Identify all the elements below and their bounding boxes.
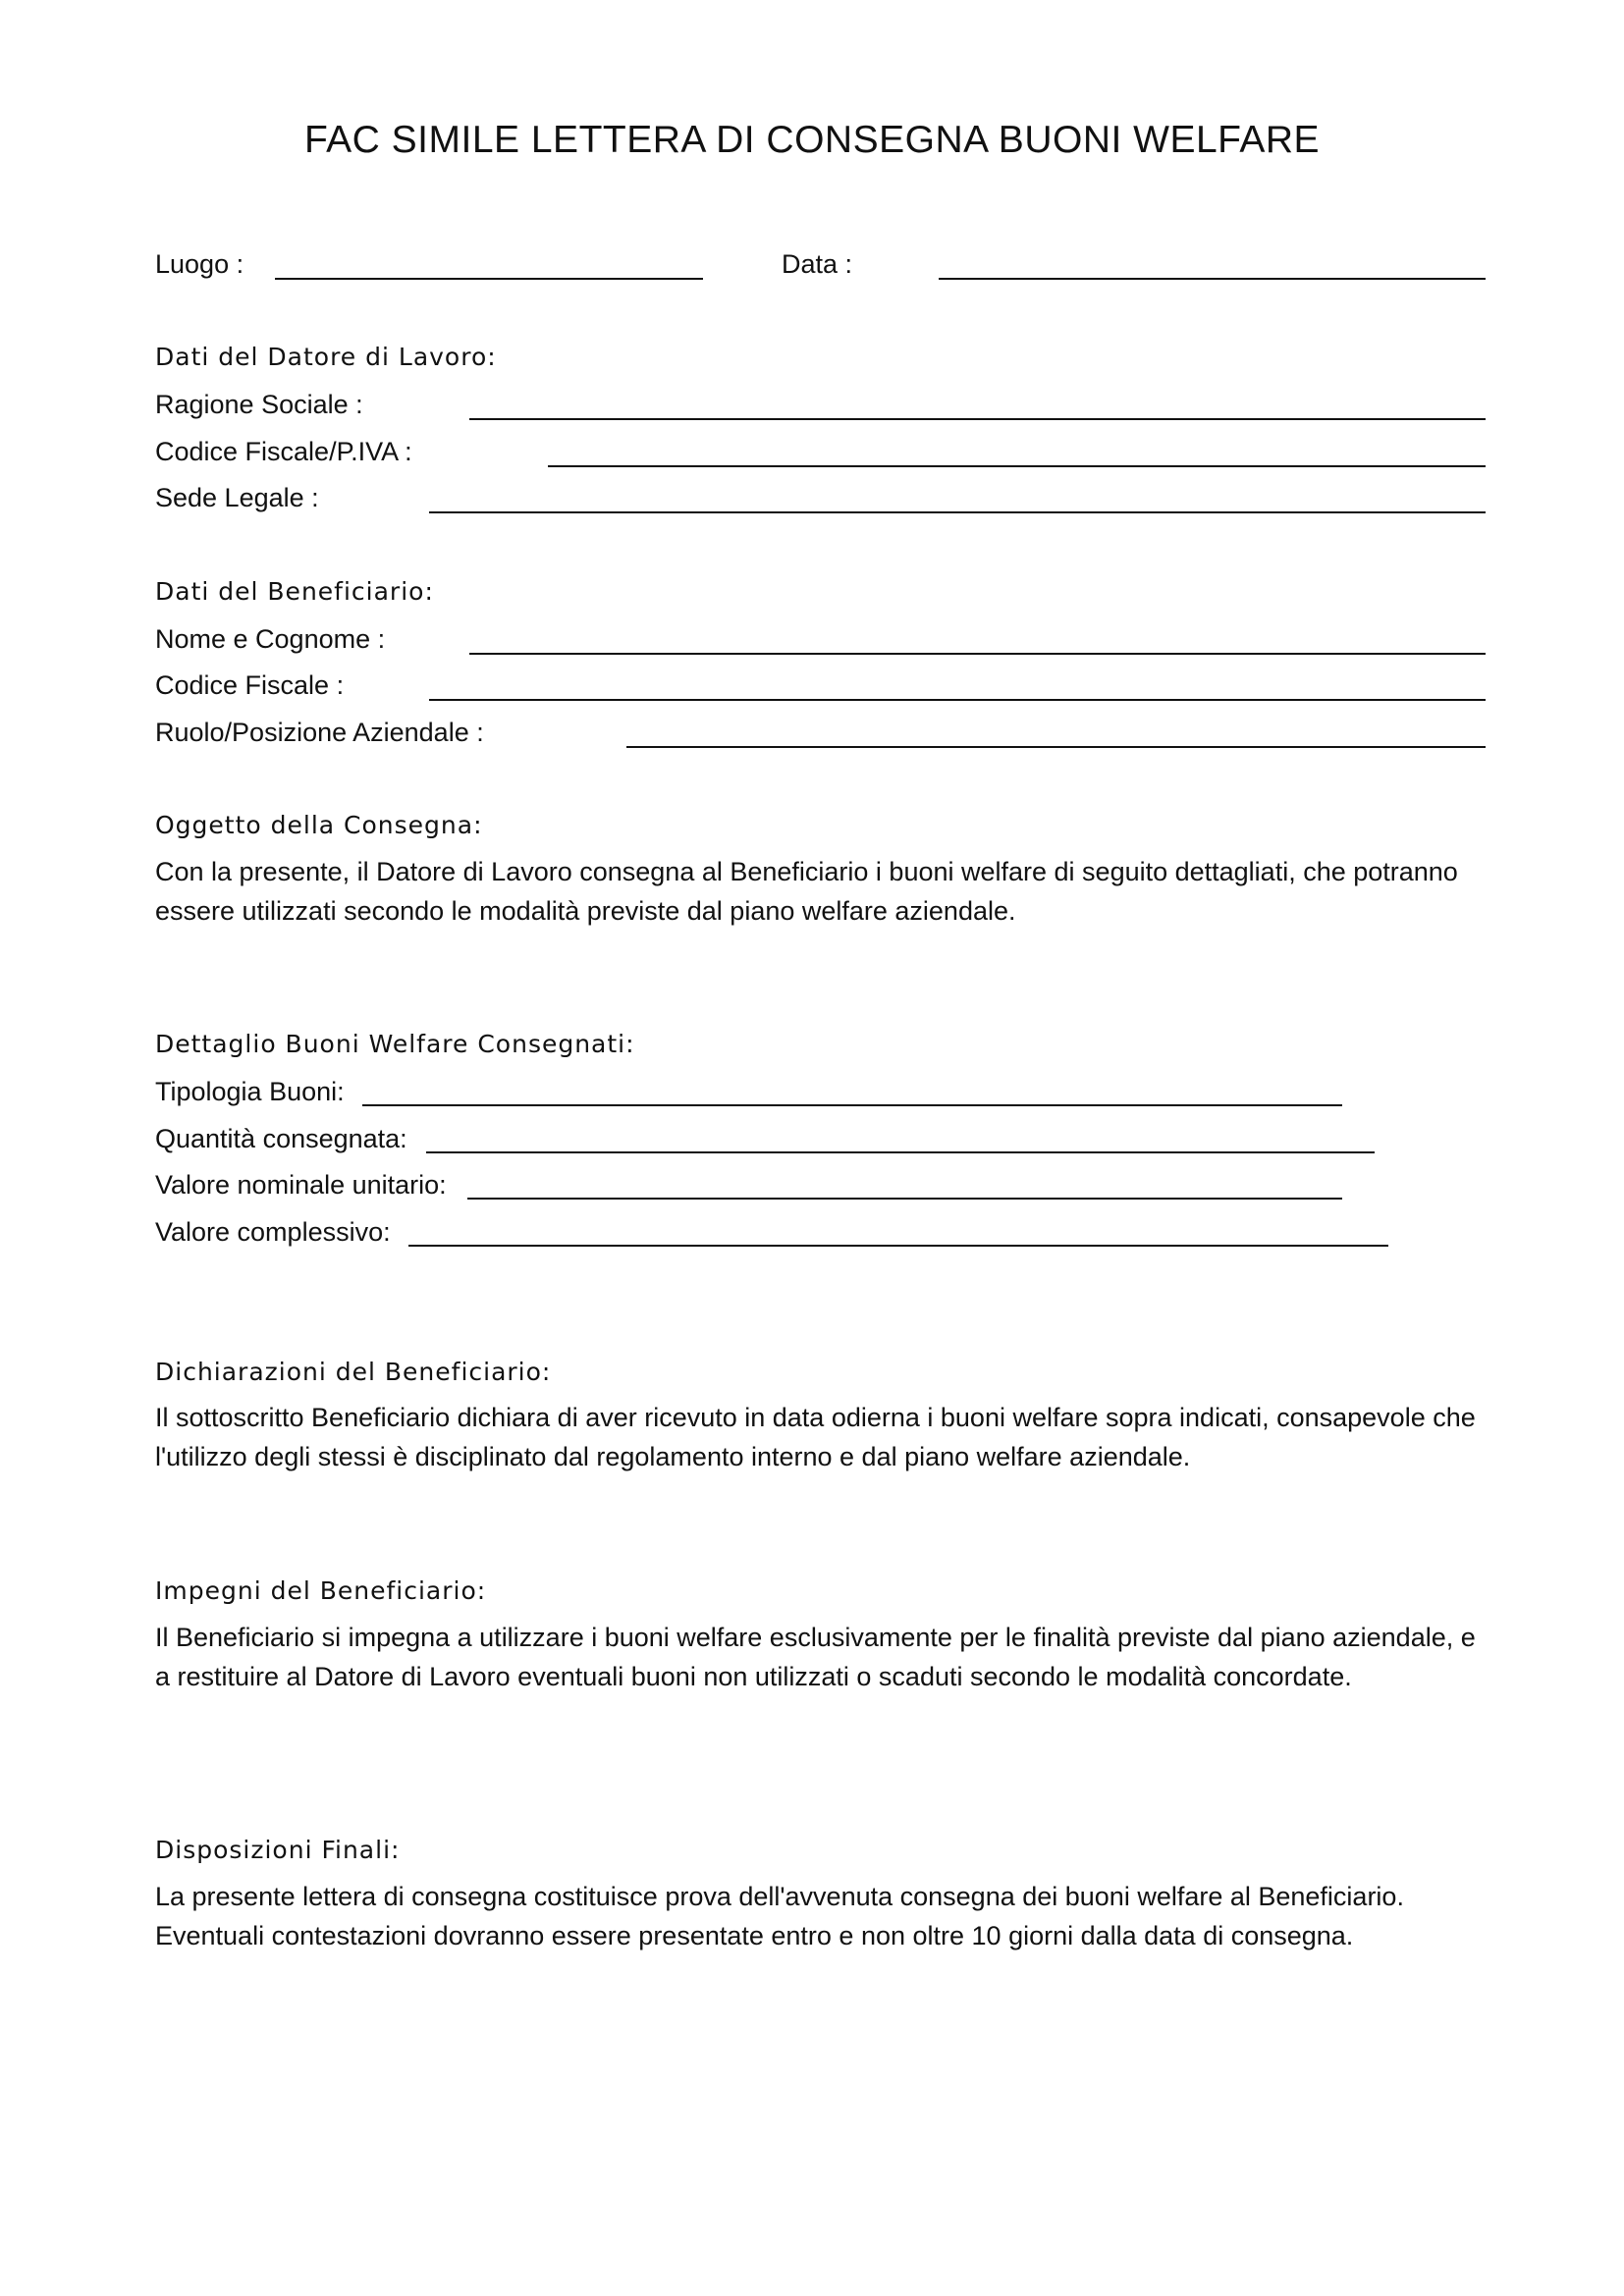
total-value-row (155, 1215, 391, 1249)
beneficiary-tax-code-field[interactable] (429, 699, 1486, 701)
unit-value-field[interactable] (467, 1198, 1342, 1200)
beneficiary-tax-code-label: Codice Fiscale : (155, 670, 345, 700)
date-label: Data : (782, 249, 853, 279)
page-title: FAC SIMILE LETTERA DI CONSEGNA BUONI WELFARE (303, 119, 1321, 161)
unit-value-label: Valore nominale unitario: (155, 1170, 447, 1200)
commitments-heading: Impegni del Beneficiario: (155, 1576, 487, 1605)
place-field[interactable] (275, 278, 703, 280)
company-name-label: Ragione Sociale : (155, 390, 363, 419)
vouchers-detail-heading: Dettaglio Buoni Welfare Consegnati: (155, 1030, 635, 1058)
role-label: Ruolo/Posizione Aziendale : (155, 718, 484, 747)
company-name-field[interactable] (469, 418, 1486, 420)
full-name-label: Nome e Cognome : (155, 624, 386, 654)
final-provisions-text: La presente lettera di consegna costituisce prova dell'avvenuta consegna dei buoni welfare al Beneficiario. Eventuali contestazioni dovranno essere presentate entro e non oltre 10 giorni dalla data di consegna. (155, 1882, 1404, 1950)
final-provisions-heading: Disposizioni Finali: (155, 1836, 401, 1864)
total-value-label: Valore complessivo: (155, 1217, 391, 1247)
tax-code-vat-field[interactable] (548, 465, 1486, 467)
employer-heading: Dati del Datore di Lavoro: (155, 343, 497, 371)
registered-office-field[interactable] (429, 511, 1486, 513)
declarations-heading: Dichiarazioni del Beneficiario: (155, 1358, 552, 1386)
unit-value-row (155, 1168, 447, 1201)
total-value-field[interactable] (408, 1245, 1388, 1247)
registered-office-label: Sede Legale : (155, 483, 319, 512)
tax-code-vat-label: Codice Fiscale/P.IVA : (155, 437, 412, 466)
commitments-text: Il Beneficiario si impegna a utilizzare i buoni welfare esclusivamente per le finalità previste dal piano aziendale, e a restituire al Datore di Lavoro eventuali buoni non utilizzati o scaduti secondo le modalità concordate. (155, 1623, 1476, 1691)
declarations-text: Il sottoscritto Beneficiario dichiara di aver ricevuto in data odierna i buoni welfare sopra indicati, consapevole che l'utilizzo degli stessi è disciplinato dal regolamento interno e dal piano welfare aziendale. (155, 1403, 1476, 1471)
voucher-type-label: Tipologia Buoni: (155, 1077, 345, 1106)
quantity-field[interactable] (426, 1151, 1375, 1153)
beneficiary-heading: Dati del Beneficiario: (155, 577, 434, 606)
role-field[interactable] (626, 746, 1486, 748)
full-name-field[interactable] (469, 653, 1486, 655)
delivery-object-text: Con la presente, il Datore di Lavoro consegna al Beneficiario i buoni welfare di seguito dettagliati, che potranno essere utilizzati secondo le modalità previste dal piano welfare aziendale. (155, 857, 1458, 926)
delivery-object-heading: Oggetto della Consegna: (155, 811, 483, 839)
voucher-type-row (155, 1075, 345, 1108)
date-field[interactable] (939, 278, 1486, 280)
quantity-row (155, 1122, 407, 1155)
place-label: Luogo : (155, 249, 244, 279)
quantity-label: Quantità consegnata: (155, 1124, 407, 1153)
voucher-type-field[interactable] (362, 1104, 1342, 1106)
